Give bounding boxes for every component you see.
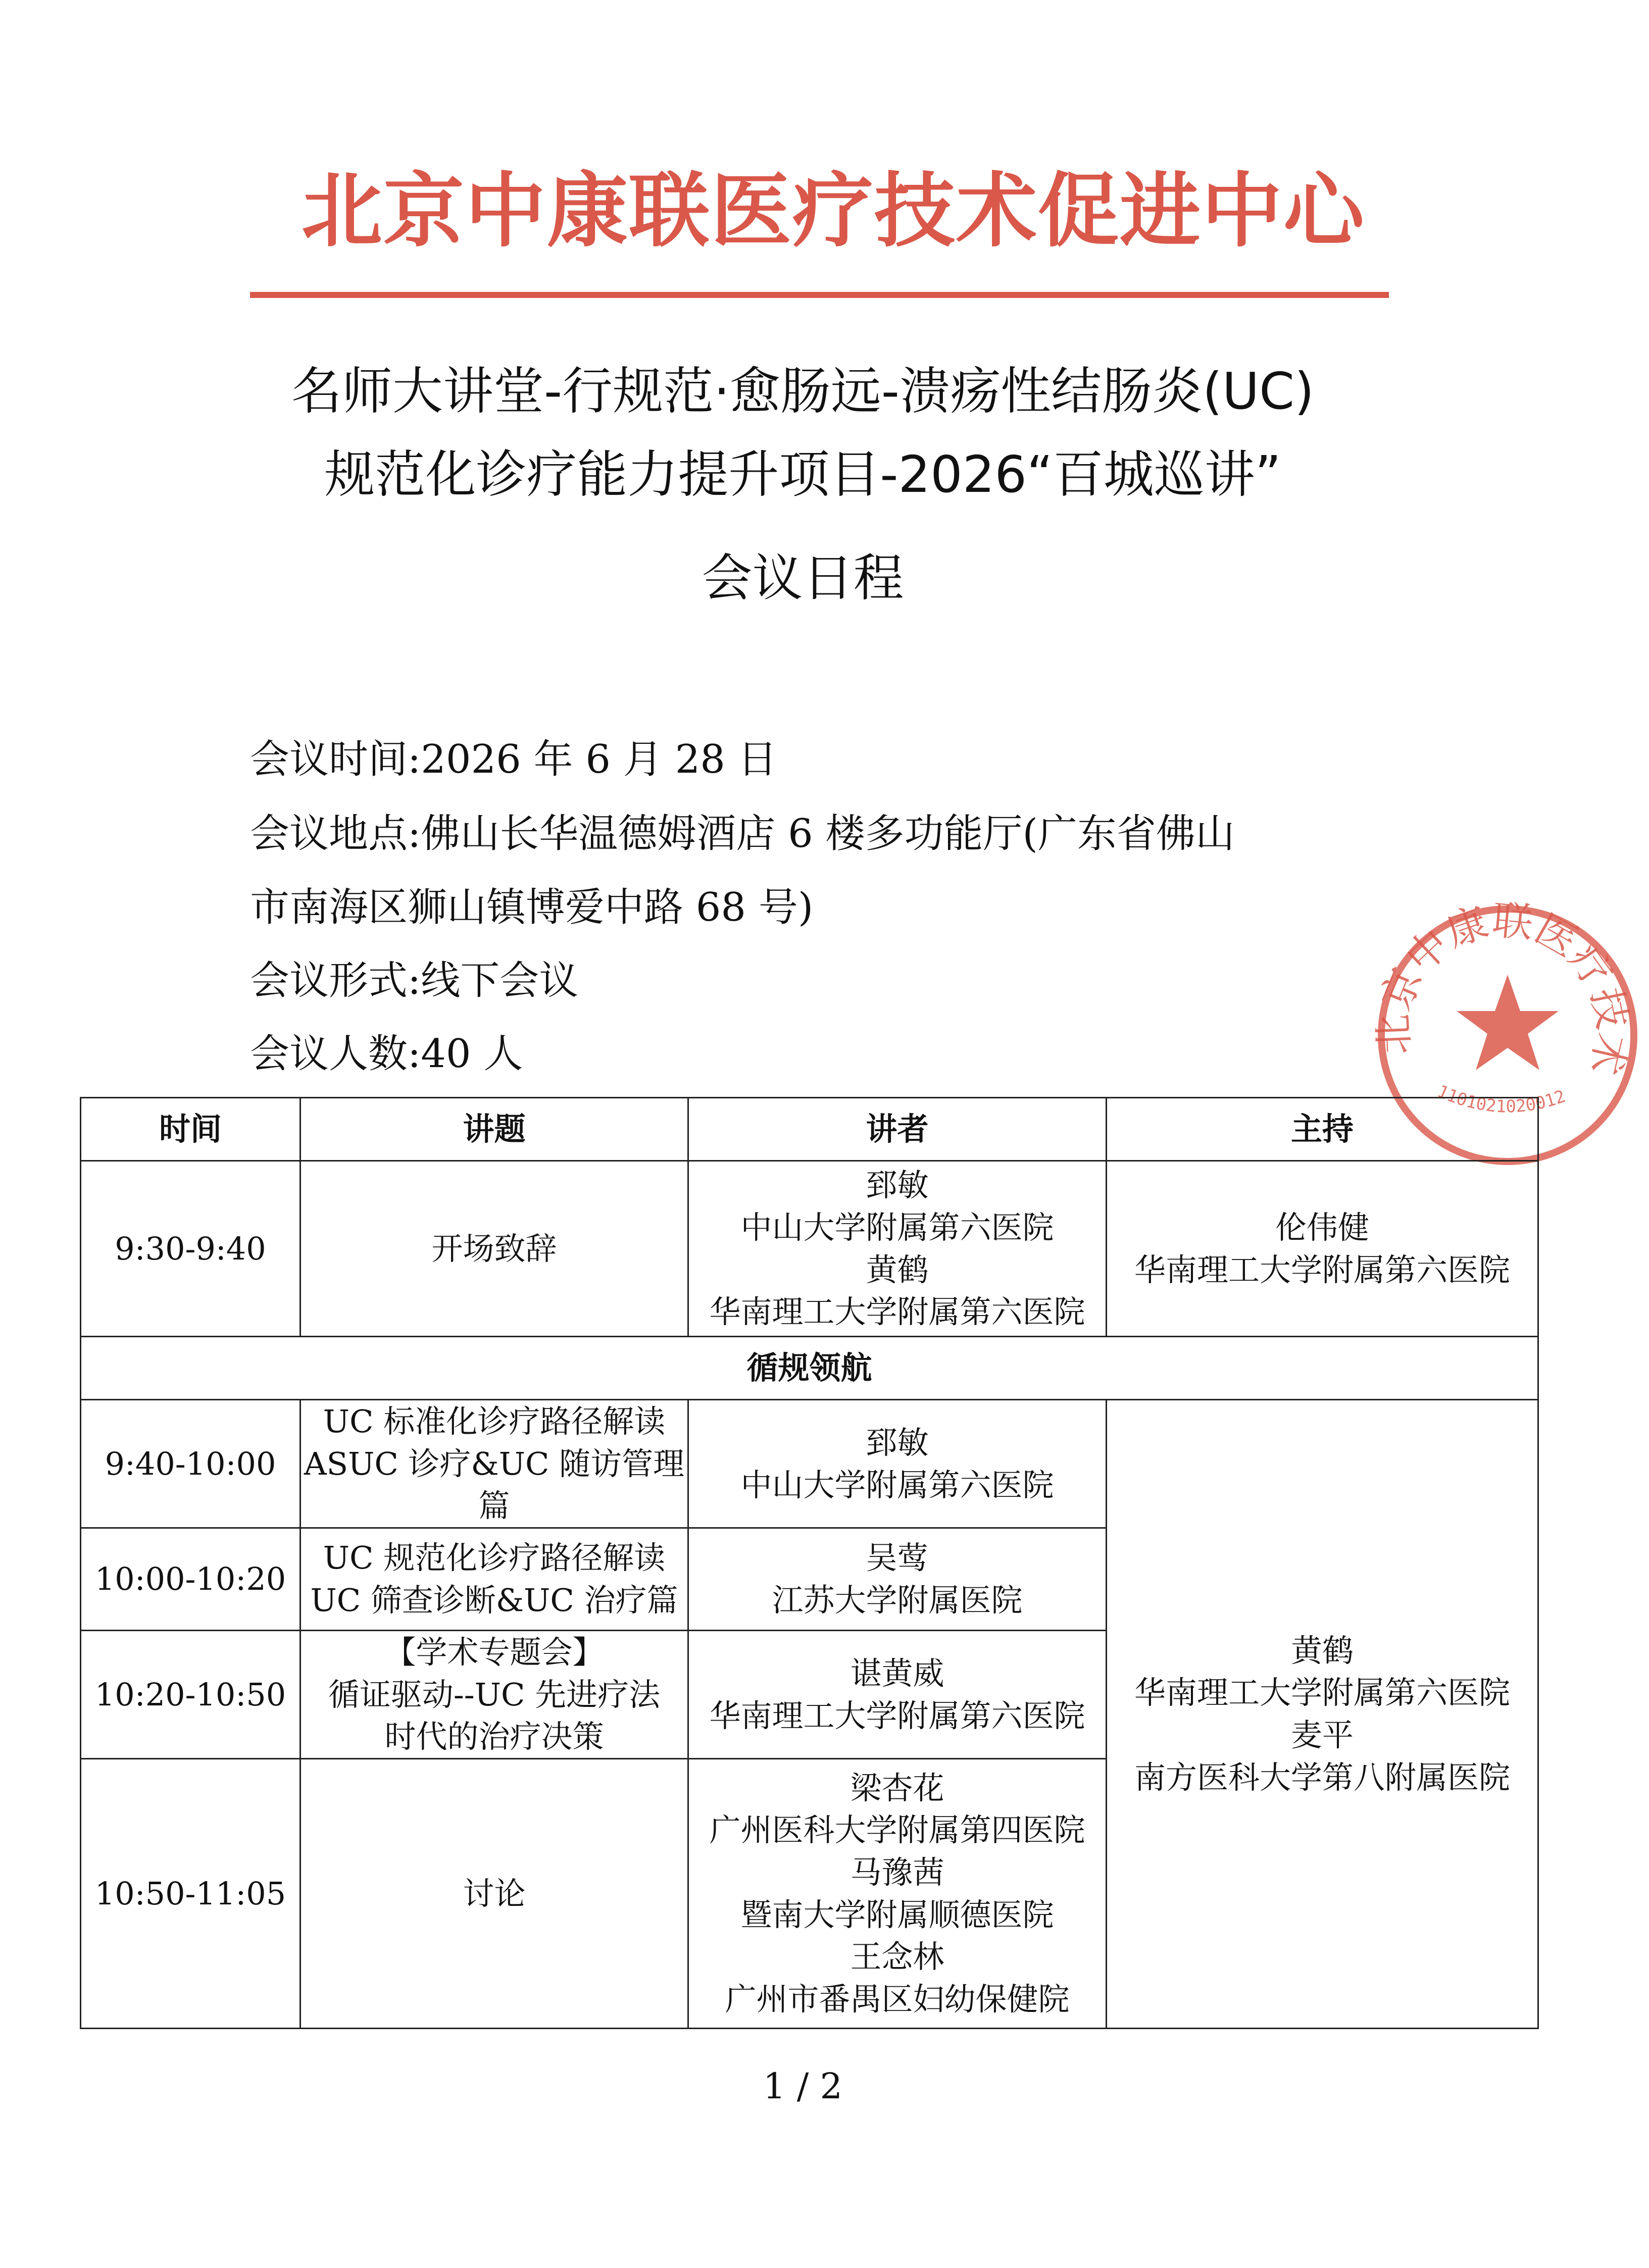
header-rule: [250, 292, 1389, 298]
cell-speakers: 郅敏 中山大学附属第六医院 黄鹤 华南理工大学附属第六医院: [688, 1161, 1107, 1337]
title-line-3: 会议日程: [702, 548, 904, 608]
table-row: [81, 1161, 1538, 1337]
svg-text:1101021020012: 1101021020012: [1434, 1081, 1568, 1117]
title-line-2: 规范化诊疗能力提升项目-2026“百城巡讲”: [324, 445, 1281, 504]
col-header-host: 主持: [1107, 1098, 1538, 1161]
col-header-topic: 讲题: [301, 1098, 688, 1161]
org-name: 北京中康联医疗技术促进中心: [301, 164, 1365, 258]
cell-speakers: 郅敏 中山大学附属第六医院: [688, 1400, 1107, 1528]
col-header-time: 时间: [81, 1098, 301, 1161]
cell-time: 10:00-10:20: [81, 1528, 301, 1631]
cell-time: 9:40-10:00: [81, 1400, 301, 1528]
cell-topic: 讨论: [301, 1759, 688, 2029]
col-header-speaker: 讲者: [688, 1098, 1107, 1161]
table-header-row: [81, 1098, 1538, 1161]
cell-time: 10:50-11:05: [81, 1759, 301, 2029]
cell-speakers: 谌黄威 华南理工大学附属第六医院: [688, 1631, 1107, 1759]
meeting-place-line-1: 会议地点:佛山长华温德姆酒店 6 楼多功能厅(广东省佛山: [250, 811, 1235, 856]
cell-topic: 开场致辞: [301, 1161, 688, 1337]
section-row: [81, 1337, 1538, 1400]
schedule-table: [80, 1097, 1539, 2029]
cell-topic: 【学术专题会】 循证驱动--UC 先进疗法 时代的治疗决策: [301, 1631, 688, 1759]
meeting-time: 会议时间:2026 年 6 月 28 日: [250, 737, 777, 782]
cell-speakers: 梁杏花 广州医科大学附属第四医院 马豫茜 暨南大学附属顺德医院 王念林 广州市番禺区妇幼保健院: [688, 1759, 1107, 2029]
meeting-attendees: 会议人数:40 人: [250, 1031, 523, 1077]
cell-section-host: 黄鹤 华南理工大学附属第六医院 麦平 南方医科大学第八附属医院: [1107, 1400, 1538, 2029]
cell-time: 9:30-9:40: [81, 1161, 301, 1337]
cell-topic: UC 规范化诊疗路径解读 UC 筛查诊断&UC 治疗篇: [301, 1528, 688, 1631]
page-number: 1 / 2: [763, 2065, 843, 2107]
table-row: [81, 1400, 1538, 1528]
svg-text:北京中康联医疗技术: 北京中康联医疗技术: [1369, 896, 1636, 1080]
meeting-place-line-2: 市南海区狮山镇博爱中路 68 号): [250, 885, 814, 930]
section-title: 循规领航: [81, 1337, 1538, 1400]
cell-time: 10:20-10:50: [81, 1631, 301, 1759]
title-line-1: 名师大讲堂-行规范·愈肠远-溃疡性结肠炎(UC): [291, 362, 1314, 421]
cell-topic: UC 标准化诊疗路径解读 ASUC 诊疗&UC 随访管理篇: [301, 1400, 688, 1528]
cell-host: 伦伟健 华南理工大学附属第六医院: [1107, 1161, 1538, 1337]
cell-speakers: 吴莺 江苏大学附属医院: [688, 1528, 1107, 1631]
meeting-format: 会议形式:线下会议: [250, 958, 579, 1003]
seal-star: [1457, 975, 1559, 1070]
